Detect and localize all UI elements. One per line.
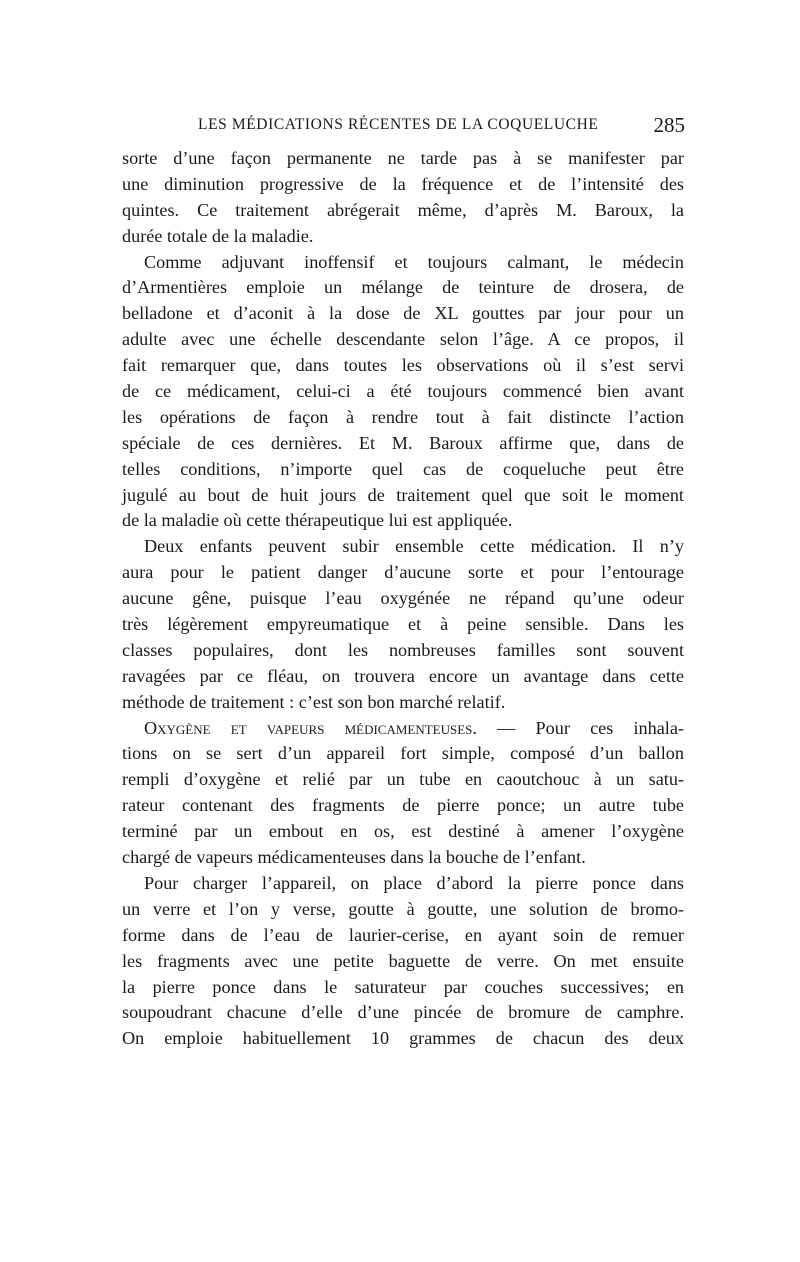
text-line: quintes. Ce traitement abrégerait même, d’après M. Baroux, la (122, 199, 684, 220)
text-line: très légèrement empyreumatique et à peine sensible. Dans les (122, 614, 684, 635)
text-line (122, 716, 684, 742)
text-line: les opérations de façon à rendre tout à fait distincte l’action (122, 406, 684, 427)
text-line: rateur contenant des fragments de pierre ponce; un autre tube (122, 795, 684, 816)
text-line: adulte avec une échelle descendante selon l’âge. A ce propos, il (122, 329, 684, 350)
paragraph-4 (122, 716, 684, 871)
text-line: Deux enfants peuvent subir ensemble cette médication. Il n’y (144, 536, 684, 557)
text-line: rempli d’oxygène et relié par un tube en caoutchouc à un satu- (122, 769, 684, 790)
text-line: la pierre ponce dans le saturateur par couches successives; en (122, 976, 684, 997)
text-line: On emploie habituellement 10 grammes de chacun des deux (122, 1028, 684, 1049)
text-line: ravagées par ce fléau, on trouvera encore un avantage dans cette (122, 665, 684, 686)
text-line: terminé par un embout en os, est destiné à amener l’oxygène (122, 821, 684, 842)
text-line: aura pour le patient danger d’aucune sorte et pour l’entourage (122, 562, 684, 583)
text-line: tions on se sert d’un appareil fort simple, composé d’un ballon (122, 743, 684, 764)
text-line: un verre et l’on y verse, goutte à goutte, une solution de bromo- (122, 898, 684, 919)
text-line: durée totale de la maladie. (122, 225, 314, 246)
text-line: fait remarquer que, dans toutes les observations où il s’est servi (122, 355, 684, 376)
section-heading: Oxygène et vapeurs médicamenteuses. (144, 717, 477, 738)
text-line: Comme adjuvant inoffensif et toujours calmant, le médecin (144, 251, 684, 272)
text-line: les fragments avec une petite baguette de verre. On met ensuite (122, 950, 684, 971)
text-line: classes populaires, dont les nombreuses familles sont souvent (122, 639, 684, 660)
running-head (120, 113, 685, 140)
text-line: d’Armentières emploie un mélange de teinture de drosera, de (122, 277, 684, 298)
paragraph-1 (122, 146, 684, 250)
text-line: belladone et d’aconit à la dose de XL gouttes par jour pour un (122, 303, 684, 324)
text-line: chargé de vapeurs médicamenteuses dans la bouche de l’enfant. (122, 847, 586, 868)
page-number: 285 (653, 113, 685, 137)
text-line: une diminution progressive de la fréquence et de l’intensité des (122, 173, 684, 194)
text-line: Pour charger l’appareil, on place d’abord la pierre ponce dans (144, 872, 684, 893)
paragraph-5 (122, 871, 684, 1052)
paragraph-3 (122, 534, 684, 715)
text-line: méthode de traitement : c’est son bon marché relatif. (122, 691, 506, 712)
running-title: LES MÉDICATIONS RÉCENTES DE LA COQUELUCHE (198, 116, 599, 133)
heading-continuation: — Pour ces inhala- (476, 717, 684, 738)
text-line: jugulé au bout de huit jours de traitement quel que soit le moment (122, 484, 684, 505)
text-line: soupoudrant chacune d’elle d’une pincée de bromure de camphre. (122, 1002, 684, 1023)
text-line: forme dans de l’eau de laurier-cerise, en ayant soin de remuer (122, 924, 684, 945)
text-line: aucune gêne, puisque l’eau oxygénée ne répand qu’une odeur (122, 588, 684, 609)
paragraph-2 (122, 250, 684, 535)
text-line: spéciale de ces dernières. Et M. Baroux affirme que, dans de (122, 432, 684, 453)
text-line: de ce médicament, celui-ci a été toujours commencé bien avant (122, 381, 684, 402)
text-line: de la maladie où cette thérapeutique lui est appliquée. (122, 510, 513, 531)
text-line: telles conditions, n’importe quel cas de coqueluche peut être (122, 458, 684, 479)
text-line: sorte d’une façon permanente ne tarde pas à se manifester par (122, 148, 684, 168)
body-text (122, 146, 684, 1052)
